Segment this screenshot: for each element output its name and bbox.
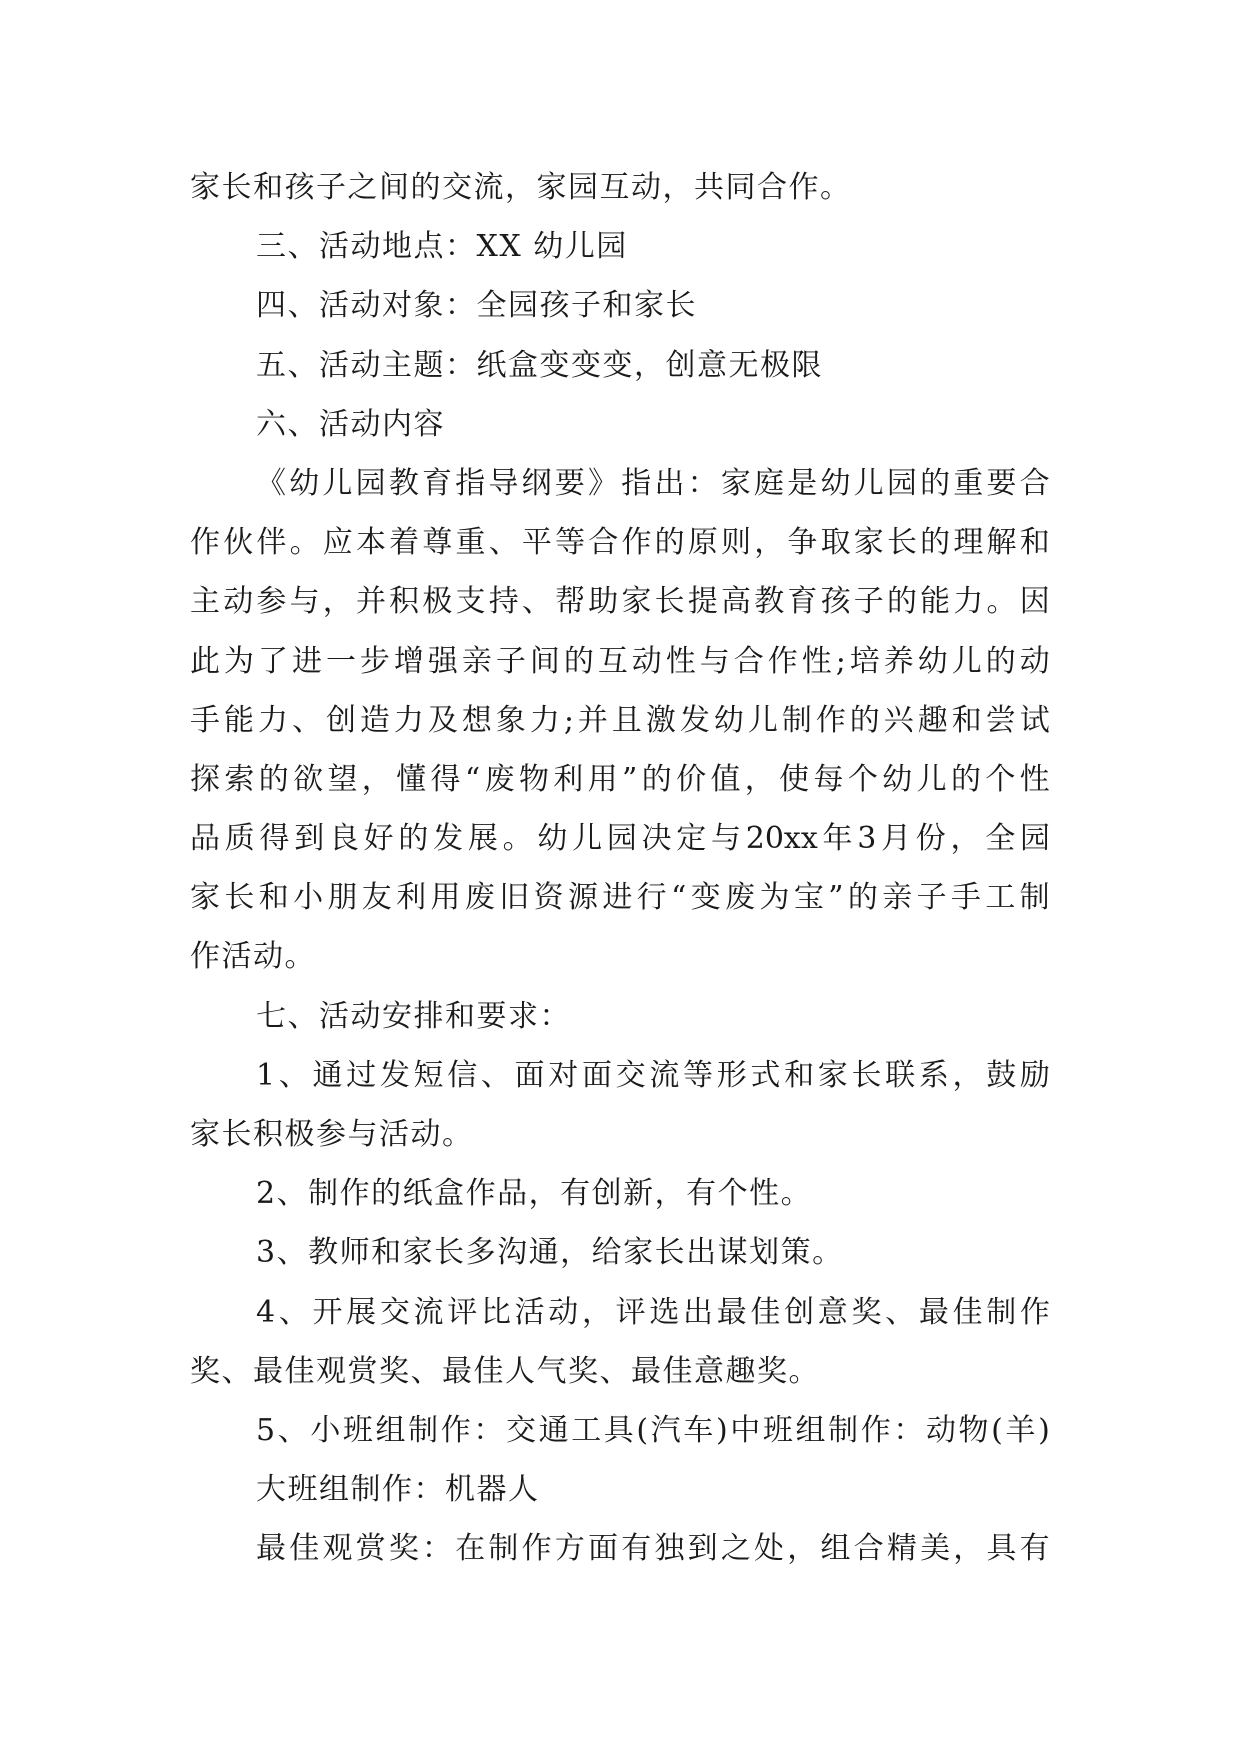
text-line: 大班组制作：机器人	[256, 1472, 540, 1508]
text-line: 5 、 小 班 组 制 作 ： 交 通 工 具 ( 汽 车 ) 中 班 组 制 作 ： 动 物 ( 羊 )	[256, 1412, 1050, 1448]
text-line: 手 能 力 、 创 造 力 及 想 象 力 ; 并 且 激 发 幼 儿 制 作 的 兴 趣 和 尝 试	[190, 702, 1050, 738]
text-line: 作活动。	[190, 939, 316, 975]
text-line: 探 索 的 欲 望 ， 懂 得 “ 废 物 利 用 ” 的 价 值 ， 使 每 个 幼 儿 的 个 性	[190, 761, 1050, 797]
text-line: 七、活动安排和要求：	[256, 998, 571, 1034]
text-line: 五、活动主题：纸盒变变变，创意无极限	[256, 347, 823, 383]
text-line: 家长积极参与活动。	[190, 1117, 474, 1152]
text-line: 六、活动内容	[256, 406, 445, 442]
text-line: 三、活动地点：XX 幼儿园	[256, 229, 628, 265]
text-line: 此 为 了 进 一 步 增 强 亲 子 间 的 互 动 性 与 合 作 性 ; 培 养 幼 儿 的 动	[190, 643, 1050, 679]
text-line: 作 伙 伴 。 应 本 着 尊 重 、 平 等 合 作 的 原 则 ， 争 取 家 长 的 理 解 和	[190, 525, 1050, 561]
document-body	[190, 158, 1050, 1579]
text-line: 3、教师和家长多沟通，给家长出谋划策。	[256, 1235, 844, 1271]
text-line: 主 动 参 与 ， 并 积 极 支 持 、 帮 助 家 长 提 高 教 育 孩 子 的 能 力 。 因	[190, 584, 1050, 620]
text-line: 最 佳 观 赏 奖 ： 在 制 作 方 面 有 独 到 之 处 ， 组 合 精 美 ， 具 有	[256, 1531, 1050, 1567]
text-line: 四、活动对象：全园孩子和家长	[256, 288, 697, 324]
text-line: 《 幼 儿 园 教 育 指 导 纲 要 》 指 出 ： 家 庭 是 幼 儿 园 的 重 要 合	[256, 465, 1050, 501]
text-line: 家长和孩子之间的交流，家园互动，共同合作。	[190, 170, 852, 205]
text-line: 品 质 得 到 良 好 的 发 展 。 幼 儿 园 决 定 与 20xx 年 3 月 份 ， 全 园	[190, 821, 1050, 857]
text-line: 2、制作的纸盒作品，有创新，有个性。	[256, 1176, 813, 1212]
text-line: 4 、 开 展 交 流 评 比 活 动 ， 评 选 出 最 佳 创 意 奖 、 最 佳 制 作	[256, 1294, 1050, 1330]
text-line: 家 长 和 小 朋 友 利 用 废 旧 资 源 进 行 “ 变 废 为 宝 ” 的 亲 子 手 工 制	[190, 880, 1050, 916]
text-line: 1 、 通 过 发 短 信 、 面 对 面 交 流 等 形 式 和 家 长 联 系 ， 鼓 励	[256, 1057, 1050, 1093]
text-line: 奖、最佳观赏奖、最佳人气奖、最佳意趣奖。	[190, 1353, 820, 1389]
